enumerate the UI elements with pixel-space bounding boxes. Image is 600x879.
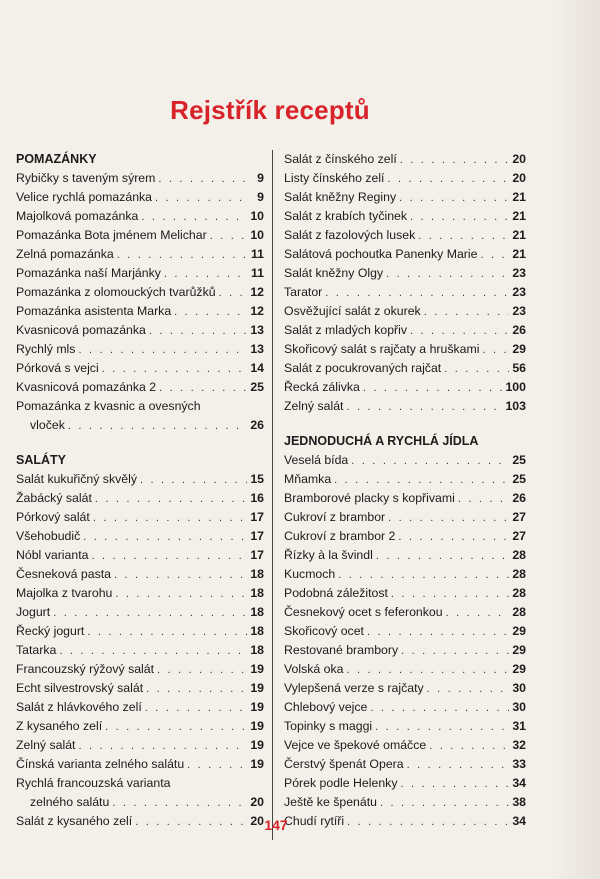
recipe-name: Tatarka (16, 643, 57, 657)
dot-leader (351, 452, 509, 471)
page-ref: 12 (250, 285, 264, 299)
recipe-name: Řecká zálivka (284, 380, 360, 394)
page-ref: 21 (512, 209, 526, 223)
section-heading-pomazanky: POMAZÁNKY (16, 152, 97, 166)
dot-leader (410, 208, 509, 227)
page-ref: 34 (512, 814, 526, 828)
index-entry (16, 641, 264, 660)
page-ref: 11 (251, 266, 264, 280)
index-entry (284, 793, 526, 812)
dot-leader (159, 379, 247, 398)
page-ref: 23 (512, 266, 526, 280)
page-ref: 29 (512, 624, 526, 638)
recipe-name: Salát kukuřičný skvělý (16, 472, 137, 486)
index-entry (284, 584, 526, 603)
page-ref: 28 (512, 605, 526, 619)
recipe-name: Ještě ke špenátu (284, 795, 377, 809)
dot-leader (87, 623, 247, 642)
recipe-name: Restované brambory (284, 643, 399, 657)
index-entry (284, 169, 526, 188)
page-ref: 28 (512, 586, 526, 600)
recipe-name: Rychlý mls (16, 342, 76, 356)
recipe-name: Bramborové placky s kopřivami (284, 491, 455, 505)
page-ref: 38 (512, 795, 526, 809)
index-entry (284, 188, 526, 207)
page-ref: 19 (250, 757, 264, 771)
page-ref: 20 (512, 171, 526, 185)
dot-leader (219, 284, 247, 303)
recipe-name: Pomazánka naší Marjánky (16, 266, 161, 280)
index-entry (284, 397, 526, 416)
recipe-name: Řízky à la švindl (284, 548, 373, 562)
dot-leader (164, 265, 247, 284)
index-entry (16, 793, 264, 812)
recipe-name: Nóbl varianta (16, 548, 89, 562)
dot-leader (146, 680, 247, 699)
index-entry (284, 150, 526, 169)
dot-leader (78, 341, 247, 360)
recipe-name: Salát kněžny Reginy (284, 190, 397, 204)
recipe-name: Osvěžující salát z okurek (284, 304, 421, 318)
index-entry (16, 736, 264, 755)
dot-leader (78, 737, 247, 756)
index-entry (16, 603, 264, 622)
recipe-name: Salát z pocukrovaných rajčat (284, 361, 442, 375)
index-entry (284, 755, 526, 774)
index-entry (284, 283, 526, 302)
index-entry (16, 489, 264, 508)
recipe-name: Velice rychlá pomazánka (16, 190, 153, 204)
page-ref: 19 (250, 681, 264, 695)
recipe-name: Skořicový salát s rajčaty a hruškami (284, 342, 480, 356)
dot-leader (401, 642, 509, 661)
dot-leader (83, 528, 247, 547)
index-entry (284, 603, 526, 622)
recipe-name: Francouzský rýžový salát (16, 662, 155, 676)
index-entry (16, 321, 264, 340)
index-entry (16, 774, 264, 793)
index-entry (284, 302, 526, 321)
index-entry (16, 755, 264, 774)
dot-leader (338, 566, 509, 585)
dot-leader (386, 265, 509, 284)
recipe-name: zelného salátu (30, 795, 110, 809)
recipe-name: Vejce ve špekové omáčce (284, 738, 427, 752)
recipe-name: Salát z fazolových lusek (284, 228, 416, 242)
index-entry (284, 527, 526, 546)
page-ref: 19 (250, 662, 264, 676)
page-ref: 21 (512, 190, 526, 204)
page-ref: 17 (250, 529, 264, 543)
page-ref: 26 (512, 491, 526, 505)
page-number: 147 (264, 817, 288, 833)
index-entry (284, 207, 526, 226)
dot-leader (424, 303, 509, 322)
page-ref: 23 (512, 304, 526, 318)
index-entry (16, 359, 264, 378)
index-entry (284, 546, 526, 565)
index-entry (16, 245, 264, 264)
page-ref: 13 (250, 342, 264, 356)
dot-leader (115, 585, 247, 604)
page-ref: 56 (512, 361, 526, 375)
dot-leader (375, 718, 509, 737)
recipe-name: Veselá bída (284, 453, 349, 467)
dot-leader (53, 604, 247, 623)
page-ref: 17 (250, 548, 264, 562)
page-ref: 18 (250, 643, 264, 657)
index-entry (284, 321, 526, 340)
index-entry (284, 717, 526, 736)
page-ref: 26 (512, 323, 526, 337)
dot-leader (458, 490, 509, 509)
recipe-name: Chudí rytíři (284, 814, 345, 828)
dot-leader (446, 604, 509, 623)
dot-leader (210, 227, 247, 246)
index-entry (16, 378, 264, 397)
page-ref: 13 (250, 323, 264, 337)
dot-leader (407, 756, 509, 775)
recipe-name: Cukroví z brambor 2 (284, 529, 396, 543)
section-heading-salaty: SALÁTY (16, 453, 66, 467)
dot-leader (367, 623, 509, 642)
index-entry (16, 717, 264, 736)
dot-leader (346, 398, 502, 417)
page-ref: 18 (250, 605, 264, 619)
dot-leader (418, 227, 509, 246)
recipe-name: Mňamka (284, 472, 332, 486)
page-ref: 9 (257, 171, 264, 185)
page-ref: 23 (512, 285, 526, 299)
page-ref: 26 (250, 418, 264, 432)
recipe-name: Všehobudič (16, 529, 81, 543)
recipe-name: Z kysaného zelí (16, 719, 103, 733)
index-entry (16, 565, 264, 584)
page-ref: 20 (250, 814, 264, 828)
dot-leader (102, 360, 247, 379)
index-entry (16, 226, 264, 245)
index-entry (16, 698, 264, 717)
index-entry (284, 774, 526, 793)
recipe-name: Tarator (284, 285, 323, 299)
recipe-name: Listy čínského zelí (284, 171, 385, 185)
page-ref: 27 (512, 529, 526, 543)
recipe-name: Čerstvý špenát Opera (284, 757, 404, 771)
recipe-name: Echt silvestrovský salát (16, 681, 144, 695)
dot-leader (112, 794, 247, 813)
recipe-name: Kvasnicová pomazánka (16, 323, 146, 337)
recipe-name: Zelný salát (284, 399, 344, 413)
page-ref: 19 (250, 719, 264, 733)
dot-leader (398, 528, 509, 547)
page-ref: 21 (512, 247, 526, 261)
dot-leader (391, 585, 509, 604)
recipe-name: Salát z krabích tyčinek (284, 209, 408, 223)
dot-leader (59, 642, 247, 661)
index-entry (284, 660, 526, 679)
page-ref: 21 (512, 228, 526, 242)
dot-leader (380, 794, 509, 813)
page-title: Rejstřík receptů (170, 95, 370, 126)
index-entry (16, 340, 264, 359)
page-ref: 25 (512, 453, 526, 467)
dot-leader (429, 737, 509, 756)
index-entry (284, 736, 526, 755)
recipe-name: Vylepšená verze s rajčaty (284, 681, 424, 695)
recipe-name: Salát z čínského zelí (284, 152, 397, 166)
recipe-name: Skořicový ocet (284, 624, 364, 638)
page-ref: 29 (512, 342, 526, 356)
recipe-name: Pórková s vejci (16, 361, 99, 375)
page-ref: 10 (250, 209, 264, 223)
recipe-name: Salát kněžny Olgy (284, 266, 384, 280)
recipe-name: Topinky s maggi (284, 719, 373, 733)
section-gap (16, 435, 264, 451)
page-ref: 15 (250, 472, 264, 486)
page-ref: 10 (250, 228, 264, 242)
dot-leader (346, 661, 509, 680)
dot-leader (157, 661, 247, 680)
recipe-name: Volská oka (284, 662, 344, 676)
dot-leader (480, 246, 509, 265)
index-entry (284, 226, 526, 245)
index-entry (284, 245, 526, 264)
page-ref: 29 (512, 643, 526, 657)
dot-leader (376, 547, 509, 566)
page-ref: 34 (512, 776, 526, 790)
dot-leader (444, 360, 509, 379)
index-entry (16, 207, 264, 226)
dot-leader (363, 379, 503, 398)
recipe-name: Jogurt (16, 605, 51, 619)
recipe-name: Majolka z tvarohu (16, 586, 113, 600)
page-ref: 30 (512, 700, 526, 714)
page-ref: 28 (512, 567, 526, 581)
page-ref: 30 (512, 681, 526, 695)
dot-leader (158, 170, 247, 189)
index-entry (284, 340, 526, 359)
dot-leader (68, 417, 247, 436)
dot-leader (388, 509, 509, 528)
recipe-name: Majolková pomazánka (16, 209, 139, 223)
dot-leader (399, 189, 509, 208)
recipe-name: Rybičky s taveným sýrem (16, 171, 156, 185)
page-ref: 27 (512, 510, 526, 524)
dot-leader (149, 322, 247, 341)
index-entry (284, 359, 526, 378)
recipe-name: Chlebový vejce (284, 700, 368, 714)
dot-leader (141, 208, 247, 227)
dot-leader (334, 471, 509, 490)
dot-leader (91, 547, 247, 566)
page-ref: 18 (250, 624, 264, 638)
page-edge-shadow (552, 0, 600, 879)
recipe-name: Česneková pasta (16, 567, 112, 581)
recipe-name: Cukroví z brambor (284, 510, 386, 524)
index-entry (16, 622, 264, 641)
index-entry (16, 169, 264, 188)
page-ref: 20 (512, 152, 526, 166)
dot-leader (427, 680, 509, 699)
index-entry (284, 489, 526, 508)
page-ref: 19 (250, 738, 264, 752)
recipe-name: Pórkový salát (16, 510, 90, 524)
recipe-name: Podobná záležitost (284, 586, 388, 600)
section-gap (284, 416, 526, 432)
recipe-name: Pomazánka asistenta Marka (16, 304, 172, 318)
recipe-name: Pomazánka z olomouckých tvarůžků (16, 285, 216, 299)
dot-leader (155, 189, 247, 208)
page-ref: 14 (250, 361, 264, 375)
index-entry (284, 698, 526, 717)
dot-leader (140, 471, 247, 490)
page-ref: 32 (512, 738, 526, 752)
recipe-name: Salát z kysaného zelí (16, 814, 133, 828)
index-entry (16, 397, 264, 416)
dot-leader (325, 284, 509, 303)
index-entry (284, 264, 526, 283)
recipe-name: Řecký jogurt (16, 624, 85, 638)
dot-leader (370, 699, 509, 718)
page-ref: 29 (512, 662, 526, 676)
dot-leader (387, 170, 509, 189)
dot-leader (187, 756, 247, 775)
index-entry (16, 584, 264, 603)
recipe-name: Salát z hlávkového zelí (16, 700, 142, 714)
section-heading-jednoducha-a-rychla-jidla: JEDNODUCHÁ A RYCHLÁ JÍDLA (284, 434, 479, 448)
page-ref: 12 (250, 304, 264, 318)
recipe-name: Salát z mladých kopřiv (284, 323, 408, 337)
page-ref: 18 (250, 586, 264, 600)
dot-leader (174, 303, 247, 322)
index-entry (16, 546, 264, 565)
index-column-left (16, 150, 264, 831)
index-entry (284, 378, 526, 397)
dot-leader (482, 341, 509, 360)
index-entry (284, 641, 526, 660)
index-entry (16, 283, 264, 302)
dot-leader (117, 246, 247, 265)
dot-leader (145, 699, 247, 718)
dot-leader (400, 775, 509, 794)
page-ref: 25 (250, 380, 264, 394)
page-ref: 20 (250, 795, 264, 809)
recipe-name: Pomazánka z kvasnic a ovesných (16, 399, 201, 413)
page-ref: 33 (512, 757, 526, 771)
page-ref: 103 (505, 399, 526, 413)
index-entry (284, 679, 526, 698)
index-entry (284, 451, 526, 470)
index-entry (16, 660, 264, 679)
dot-leader (400, 151, 509, 170)
recipe-name: Žabácký salát (16, 491, 92, 505)
recipe-name: Zelná pomazánka (16, 247, 114, 261)
dot-leader (105, 718, 247, 737)
page-ref: 25 (512, 472, 526, 486)
page-ref: 17 (250, 510, 264, 524)
recipe-name: Čínská varianta zelného salátu (16, 757, 185, 771)
index-entry (284, 508, 526, 527)
recipe-name: vloček (30, 418, 65, 432)
recipe-name: Česnekový ocet s feferonkou (284, 605, 443, 619)
index-entry (16, 508, 264, 527)
page-ref: 16 (250, 491, 264, 505)
recipe-name: Kucmoch (284, 567, 336, 581)
recipe-name: Zelný salát (16, 738, 76, 752)
index-entry (284, 470, 526, 489)
dot-leader (95, 490, 247, 509)
index-entry (284, 622, 526, 641)
page-ref: 18 (250, 567, 264, 581)
page-ref: 31 (512, 719, 526, 733)
recipe-name: Kvasnicová pomazánka 2 (16, 380, 157, 394)
index-entry (284, 565, 526, 584)
dot-leader (410, 322, 509, 341)
index-entry (16, 302, 264, 321)
index-entry (16, 679, 264, 698)
index-entry (16, 470, 264, 489)
recipe-name: Pomazánka Bota jménem Melichar (16, 228, 207, 242)
index-entry (16, 188, 264, 207)
index-entry (16, 264, 264, 283)
index-entry (16, 527, 264, 546)
dot-leader (93, 509, 247, 528)
dot-leader (114, 566, 247, 585)
page-ref: 100 (505, 380, 526, 394)
recipe-name: Salátová pochoutka Panenky Marie (284, 247, 478, 261)
recipe-name: Rychlá francouzská varianta (16, 776, 171, 790)
page-ref: 9 (257, 190, 264, 204)
page-ref: 11 (251, 247, 264, 261)
index-column-right (284, 150, 526, 831)
recipe-name: Pórek podle Helenky (284, 776, 398, 790)
column-divider (272, 150, 273, 840)
page-ref: 28 (512, 548, 526, 562)
page-ref: 19 (250, 700, 264, 714)
index-entry (16, 416, 264, 435)
